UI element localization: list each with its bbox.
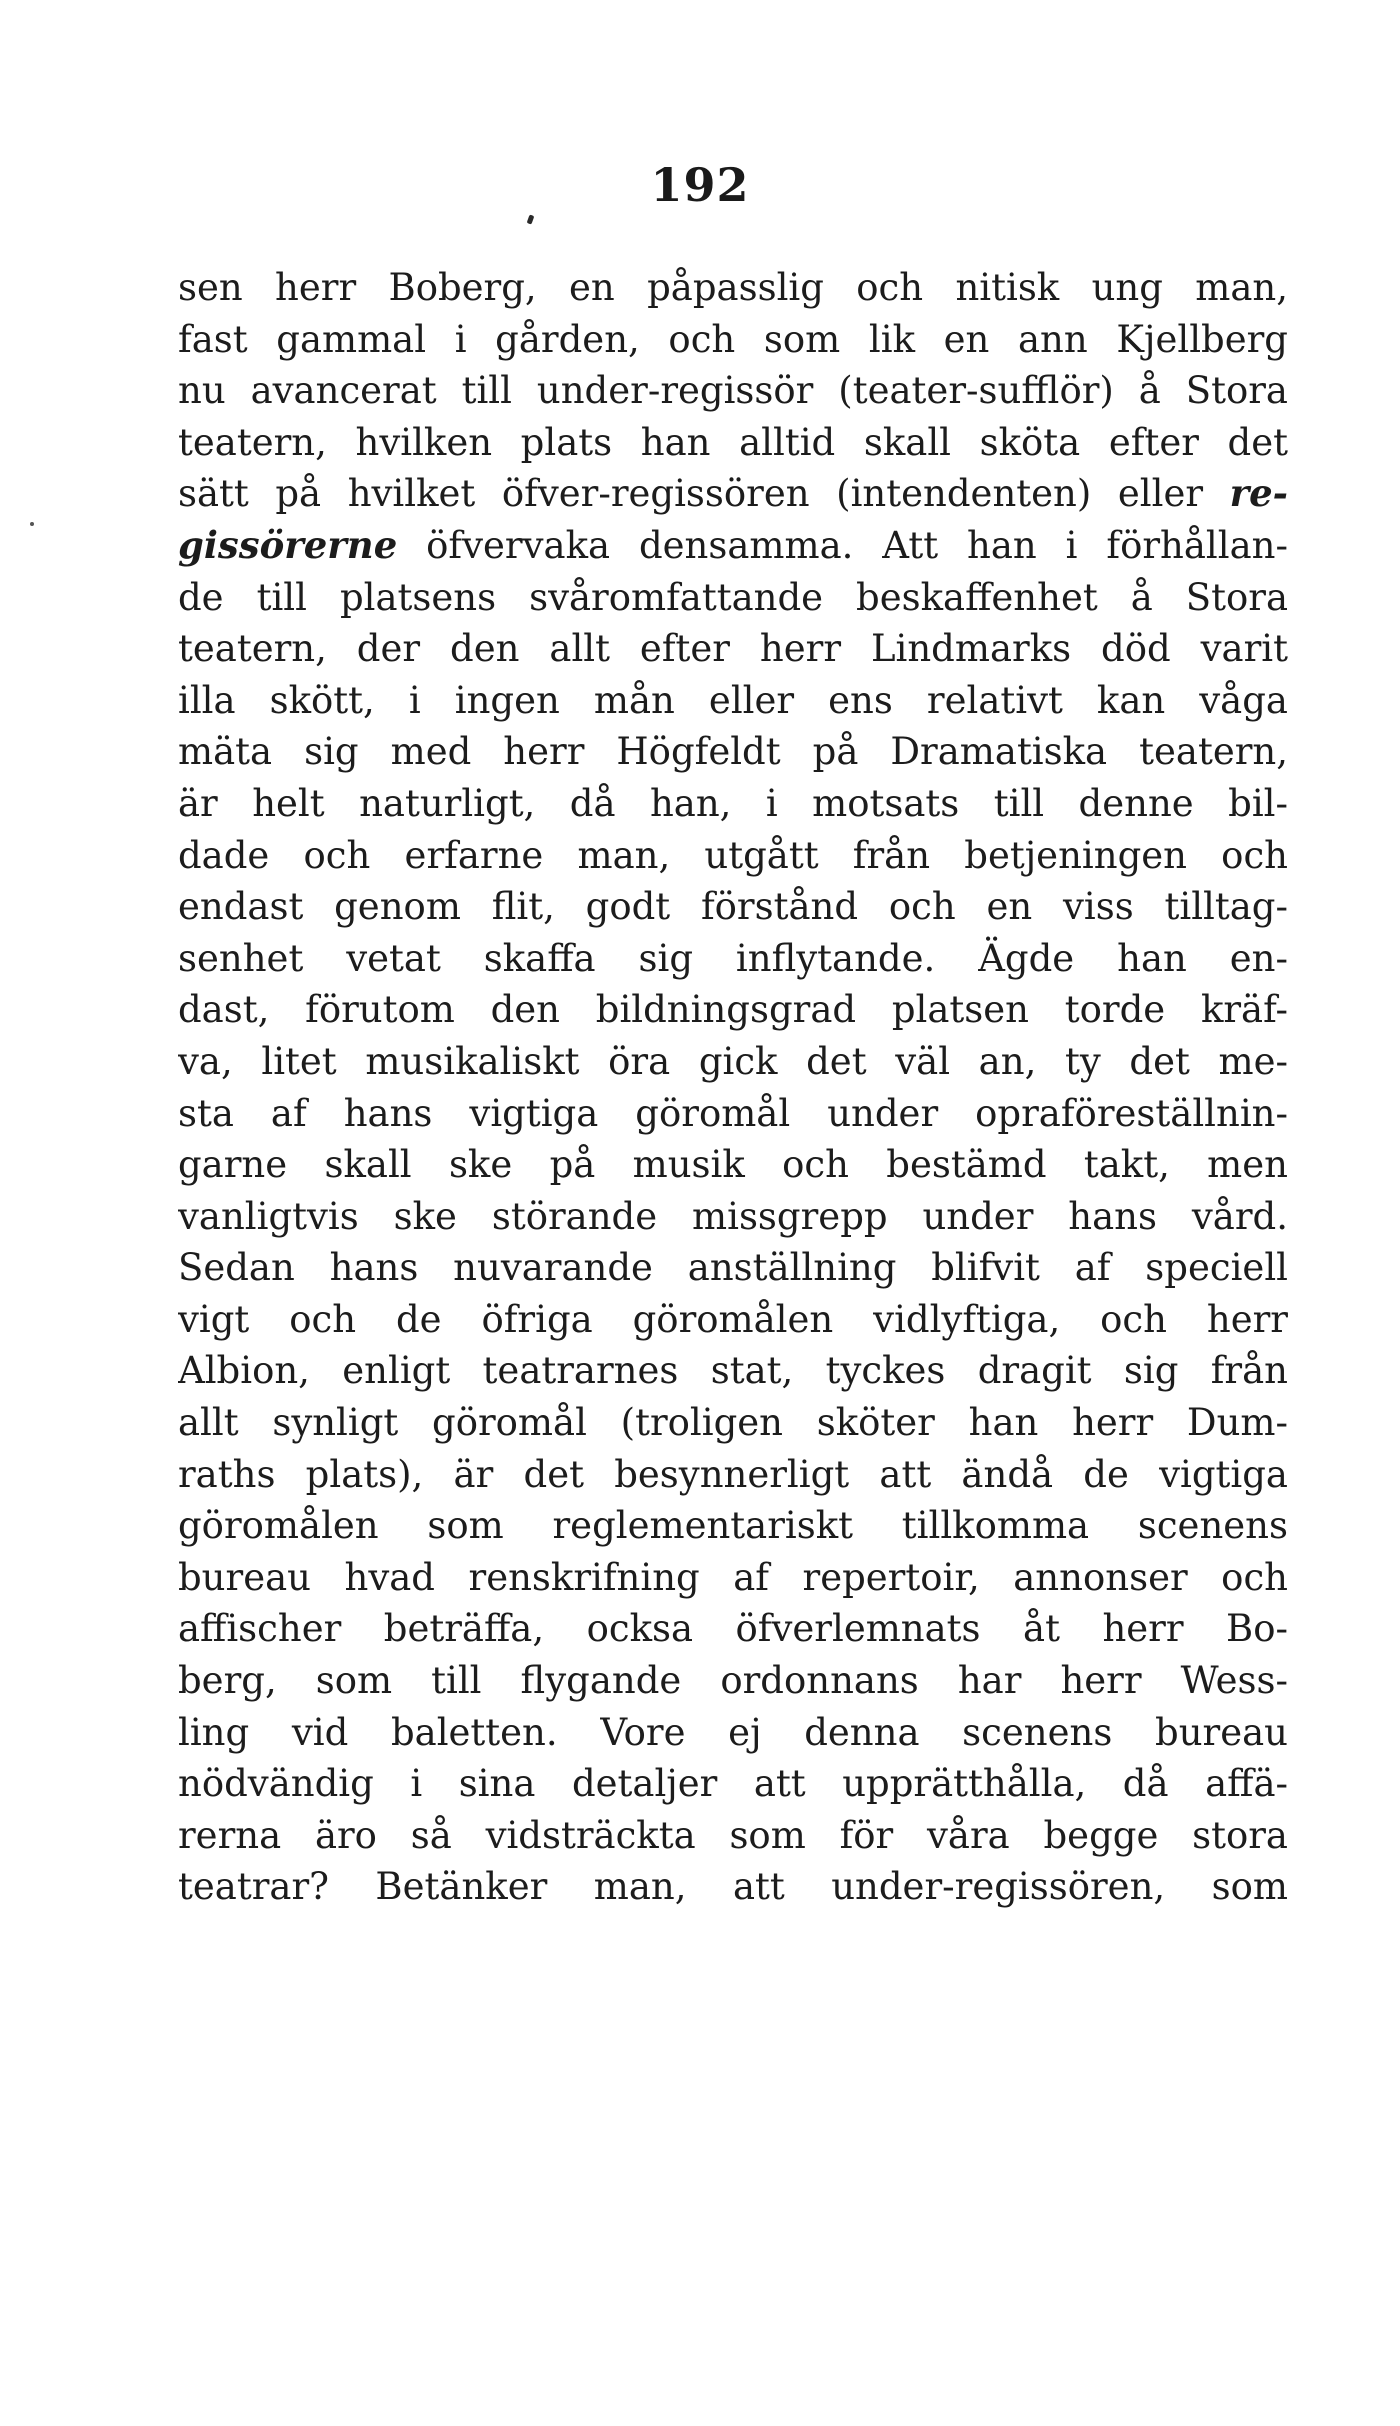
text-line-content: raths plats), är det besynnerligt att ändå de vigtiga	[178, 1452, 1288, 1496]
text-line	[178, 314, 1288, 366]
text-line-content: fast gammal i gården, och som lik en ann Kjellberg	[178, 317, 1288, 361]
text-line-content: vanligtvis ske störande missgrepp under hans vård.	[178, 1194, 1288, 1238]
text-line	[178, 365, 1288, 417]
text-line-content: va, litet musikaliskt öra gick det väl an, ty det me-	[178, 1039, 1288, 1083]
text-line	[178, 417, 1288, 469]
text-line	[178, 1345, 1288, 1397]
text-line	[178, 262, 1288, 314]
text-line-content: ling vid baletten. Vore ej denna scenens bureau	[178, 1710, 1288, 1754]
emphasized-word: gissörerne	[178, 522, 398, 567]
text-line	[178, 726, 1288, 778]
text-line-content: Sedan hans nuvarande anställning blifvit af speciell	[178, 1246, 1288, 1290]
page-number: 192	[650, 158, 750, 212]
text-line	[178, 1707, 1288, 1759]
text-line	[178, 1397, 1288, 1449]
text-line-content: öfvervaka densamma. Att han i förhållan-	[397, 523, 1288, 567]
text-line-content: vigt och de öfriga göromålen vidlyftiga, och herr	[178, 1297, 1288, 1341]
text-line	[178, 984, 1288, 1036]
text-line	[178, 1294, 1288, 1346]
text-line	[178, 520, 1288, 572]
text-line	[178, 1191, 1288, 1243]
text-line	[178, 1088, 1288, 1140]
margin-mark	[30, 522, 34, 526]
text-line	[178, 1655, 1288, 1707]
text-line-content: nödvändig i sina detaljer att upprätthålla, då affä-	[178, 1762, 1288, 1806]
text-line-content: allt synligt göromål (troligen sköter han herr Dum-	[178, 1401, 1288, 1445]
emphasized-word: re-	[1229, 471, 1288, 516]
body-text	[178, 262, 1288, 1913]
text-line-content: bureau hvad renskrifning af repertoir, annonser och	[178, 1555, 1288, 1599]
text-line	[178, 778, 1288, 830]
text-line	[178, 1810, 1288, 1862]
text-line	[178, 933, 1288, 985]
text-line-content: senhet vetat skaffa sig inflytande. Ägde han en-	[178, 936, 1288, 980]
text-line	[178, 830, 1288, 882]
text-line-content: Albion, enligt teatrarnes stat, tyckes dragit sig från	[178, 1349, 1288, 1393]
text-line	[178, 1861, 1288, 1913]
text-line	[178, 1449, 1288, 1501]
text-line-content: de till platsens svåromfattande beskaffenhet å Stora	[178, 575, 1288, 619]
text-line	[178, 1242, 1288, 1294]
text-line	[178, 881, 1288, 933]
text-line-content: göromålen som reglementariskt tillkomma scenens	[178, 1504, 1288, 1548]
text-line-content: rerna äro så vidsträckta som för våra begge stora	[178, 1813, 1288, 1857]
text-line-content: dast, förutom den bildningsgrad platsen torde kräf-	[178, 988, 1288, 1032]
text-line-content: teatrar? Betänker man, att under-regissören, som	[178, 1865, 1288, 1909]
text-line	[178, 1603, 1288, 1655]
text-line-content: är helt naturligt, då han, i motsats till denne bil-	[178, 781, 1288, 825]
text-line-content: sätt på hvilket öfver-regissören (intendenten) eller	[178, 472, 1230, 516]
text-line-content: illa skött, i ingen mån eller ens relativt kan våga	[178, 678, 1288, 722]
text-line-content: dade och erfarne man, utgått från betjeningen och	[178, 833, 1288, 877]
text-line	[178, 1552, 1288, 1604]
text-line-content: sta af hans vigtiga göromål under opraföreställnin-	[178, 1091, 1288, 1135]
text-line-content: nu avancerat till under-regissör (teater-sufflör) å Stora	[178, 369, 1288, 413]
text-line	[178, 1036, 1288, 1088]
ink-speck	[527, 214, 535, 224]
text-line	[178, 1139, 1288, 1191]
text-line-content: affischer beträffa, ocksa öfverlemnats åt herr Bo-	[178, 1607, 1288, 1651]
text-line-content: endast genom flit, godt förstånd och en viss tilltag-	[178, 885, 1288, 929]
text-line	[178, 1758, 1288, 1810]
text-line-content: teatern, der den allt efter herr Lindmarks död varit	[178, 627, 1288, 671]
text-line	[178, 675, 1288, 727]
text-line-content: berg, som till flygande ordonnans har herr Wess-	[178, 1659, 1288, 1703]
text-line-content: teatern, hvilken plats han alltid skall sköta efter det	[178, 420, 1288, 464]
text-line	[178, 572, 1288, 624]
text-line-content: garne skall ske på musik och bestämd takt, men	[178, 1143, 1288, 1187]
text-line-content: sen herr Boberg, en påpasslig och nitisk ung man,	[178, 266, 1288, 309]
text-line	[178, 623, 1288, 675]
text-line	[178, 1500, 1288, 1552]
text-line-content: mäta sig med herr Högfeldt på Dramatiska teatern,	[178, 730, 1288, 774]
text-line	[178, 468, 1288, 520]
